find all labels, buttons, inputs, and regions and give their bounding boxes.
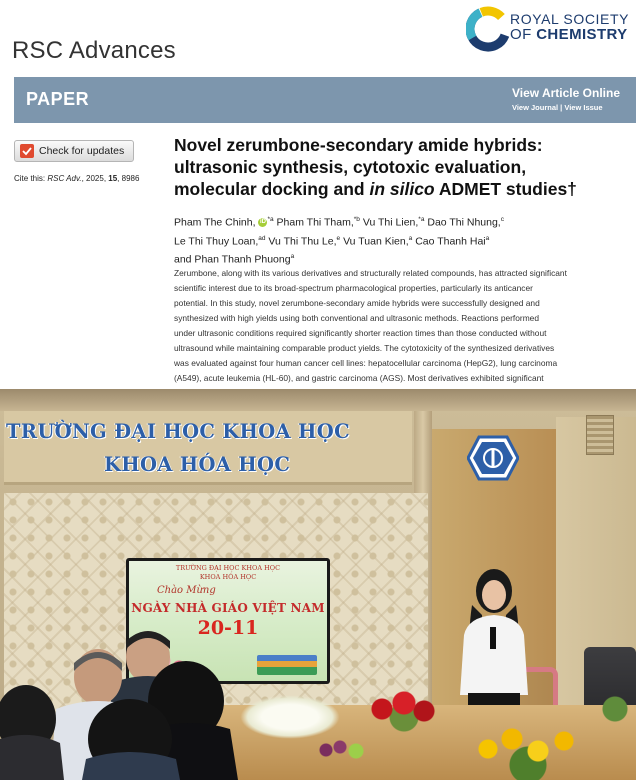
audience xyxy=(0,619,260,780)
university-emblem-icon xyxy=(467,435,519,481)
author-name: Vu Tuan Kien, xyxy=(340,235,409,247)
author-line-3 xyxy=(174,249,636,268)
air-vent xyxy=(586,415,614,455)
banner-links xyxy=(512,86,620,112)
fruit-plate xyxy=(316,737,376,763)
abstract-line: potential. In this study, novel zerumbone-secondary amide hybrids were successfully designed and xyxy=(174,298,540,308)
publisher-chemistry: CHEMISTRY xyxy=(536,26,628,43)
abstract-line: Zerumbone, along with its various derivatives and structurally related compounds, has attracted significant xyxy=(174,268,567,278)
orcid-icon[interactable]: iD xyxy=(259,219,266,226)
author-name: Vu Thi Thu Le, xyxy=(265,235,337,247)
abstract-line: (A549), acute leukemia (HL-60), and gastric carcinoma (AGS). Most derivatives exhibited significant xyxy=(174,373,544,383)
author-affil: *a xyxy=(267,216,274,223)
event-photo xyxy=(0,389,636,780)
abstract xyxy=(174,266,636,386)
author-affil: *b xyxy=(353,216,360,223)
abstract-line: was evaluated against four human cancer cell lines: hepatocellular carcinoma (HepG2), lung carcinoma xyxy=(174,358,558,368)
author-affil: a xyxy=(485,234,490,242)
slide-date: 20-11 xyxy=(197,617,259,639)
cite-volume: 15 xyxy=(108,174,118,183)
plant xyxy=(595,689,636,779)
article-title xyxy=(174,134,634,200)
title-line-3b: in silico xyxy=(369,179,435,199)
title-line-1: Novel zerumbone-secondary amide hybrids: xyxy=(174,135,543,155)
title-line-3 xyxy=(174,178,634,200)
title-line-2: ultrasonic synthesis, cytotoxic evaluation, xyxy=(174,157,527,177)
slide-welcome: Chào Mừng xyxy=(157,585,216,596)
faculty-sign: KHOA HÓA HỌC xyxy=(104,453,291,476)
cite-prefix: Cite this: xyxy=(14,174,48,183)
author-name: and Phan Thanh Phuong xyxy=(174,253,291,266)
view-journal-issue-links[interactable]: View Journal | View Issue xyxy=(511,103,603,112)
publisher-of: OF xyxy=(510,26,537,43)
author-name: Le Thi Thuy Loan, xyxy=(174,235,259,247)
author-name: Vu Thi Lien, xyxy=(359,216,419,229)
abstract-line: ultrasound while maintaining comparable product yields. The cytotoxicity of the synthesized derivatives xyxy=(174,343,555,353)
author-name: Pham The Chinh, xyxy=(174,216,256,229)
author-affil: ad xyxy=(258,234,266,242)
paper-header xyxy=(0,0,636,389)
publisher-name xyxy=(510,11,629,43)
abstract-line: under ultrasonic conditions required significantly shorter reaction times than those conducted without xyxy=(174,328,547,338)
cite-year: , 2025, xyxy=(81,174,109,183)
ceiling xyxy=(0,389,636,411)
author-list xyxy=(174,212,636,268)
author-affil: a xyxy=(408,234,413,242)
author-name: Cao Thanh Hai xyxy=(412,235,486,247)
author-affil: e xyxy=(336,234,341,242)
crossmark-icon xyxy=(20,144,34,158)
check-for-updates-button[interactable] xyxy=(14,140,134,162)
slide-faculty: KHOA HÓA HỌC xyxy=(199,573,257,581)
cite-page: , 8986 xyxy=(117,174,140,183)
slide-books xyxy=(257,655,317,675)
slide-event: NGÀY NHÀ GIÁO VIỆT NAM xyxy=(131,601,325,615)
publisher-line1: ROYAL SOCIETY xyxy=(510,11,630,27)
publisher-line2 xyxy=(510,27,629,43)
abstract-line: synthesized with high yields using both conventional and ultrasonic methods. Reactions performed xyxy=(174,313,539,323)
author-line-2 xyxy=(174,231,636,250)
article-type-banner xyxy=(14,77,636,123)
author-affil: c xyxy=(500,216,504,223)
red-flowers xyxy=(364,685,444,733)
title-line-3a: molecular docking and xyxy=(174,179,370,199)
citation xyxy=(14,174,139,183)
author-name: Pham Thi Tham, xyxy=(273,216,354,229)
author-affil: *a xyxy=(418,216,425,223)
university-sign: TRƯỜNG ĐẠI HỌC KHOA HỌC xyxy=(6,420,350,443)
abstract-line: scientific interest due to its broad-spectrum pharmacological properties, particularly its anticancer xyxy=(174,283,533,293)
author-name: Dao Thi Nhung, xyxy=(424,216,501,229)
author-line-1 xyxy=(174,212,636,231)
slide-university: TRƯỜNG ĐẠI HỌC KHOA HỌC xyxy=(175,564,281,572)
author-affil: a xyxy=(290,253,295,260)
view-article-online-link[interactable]: View Article Online xyxy=(511,86,620,100)
article-type-label: PAPER xyxy=(26,89,90,109)
check-for-updates-label: Check for updates xyxy=(39,145,125,157)
journal-title: RSC Advances xyxy=(12,37,176,64)
yellow-flowers xyxy=(468,719,598,780)
title-line-3c: ADMET studies† xyxy=(434,179,577,199)
cite-journal: RSC Adv. xyxy=(47,174,82,183)
